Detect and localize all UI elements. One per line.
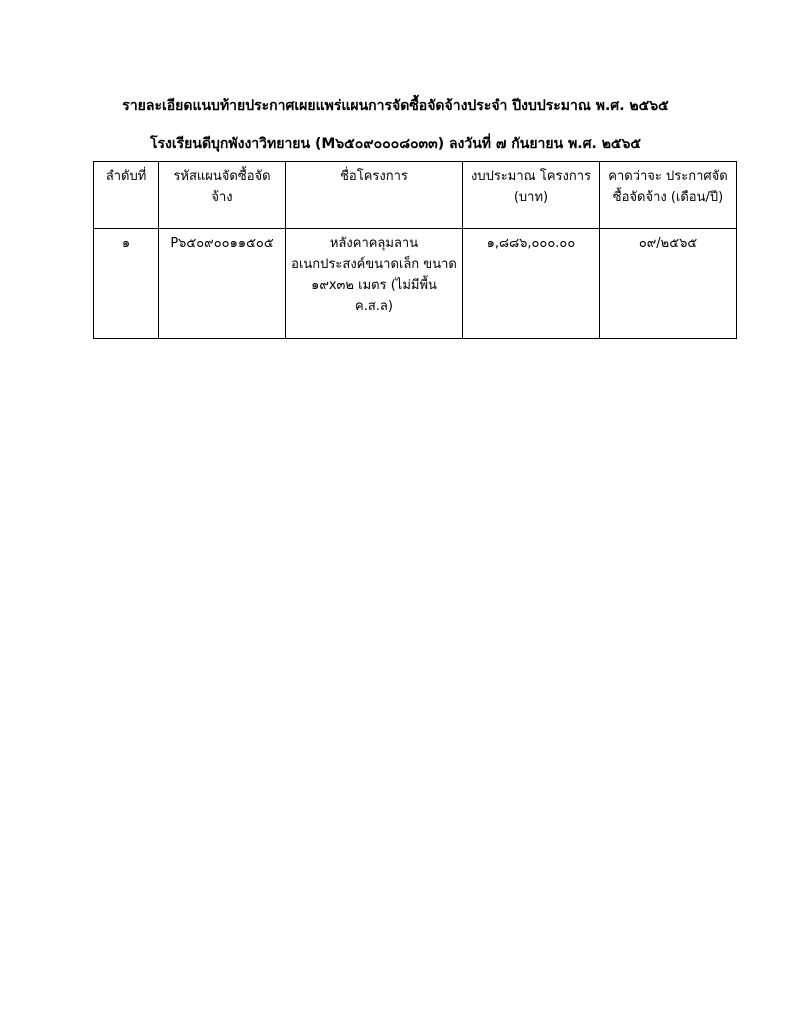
procurement-plan-table	[93, 161, 737, 339]
cell-budget: ๑,๘๘๖,๐๐๐.๐๐	[463, 229, 600, 339]
document-title: รายละเอียดแนบท้ายประกาศเผยแพร่แผนการจัดซื้อจัดจ้างประจำ ปีงบประมาณ พ.ศ. ๒๕๖๕	[122, 98, 669, 114]
document-subtitle: โรงเรียนดีบุกพังงาวิทยายน (M๖๕๐๙๐๐๐๘๐๓๓) ลงวันที่ ๗ กันยายน พ.ศ. ๒๕๖๕	[149, 136, 642, 152]
header-project-name: ชื่อโครงการ	[286, 162, 463, 229]
cell-expected-date: ๐๙/๒๕๖๕	[600, 229, 737, 339]
header-expected-date: คาดว่าจะ ประกาศจัดซื้อจัดจ้าง (เดือน/ปี)	[600, 162, 737, 229]
cell-plan-code: P๖๕๐๙๐๐๑๑๕๐๕	[159, 229, 286, 339]
table-header-row	[94, 162, 737, 229]
header-budget: งบประมาณ โครงการ (บาท)	[463, 162, 600, 229]
header-plan-code: รหัสแผนจัดซื้อจัดจ้าง	[159, 162, 286, 229]
header-no: ลำดับที่	[94, 162, 159, 229]
cell-project-name: หลังคาคลุมลาน อเนกประสงค์ขนาดเล็ก ขนาด ๑๙x๓๒ เมตร (ไม่มีพื้น ค.ส.ล)	[286, 229, 463, 339]
cell-no: ๑	[94, 229, 159, 339]
table-row	[94, 229, 737, 339]
